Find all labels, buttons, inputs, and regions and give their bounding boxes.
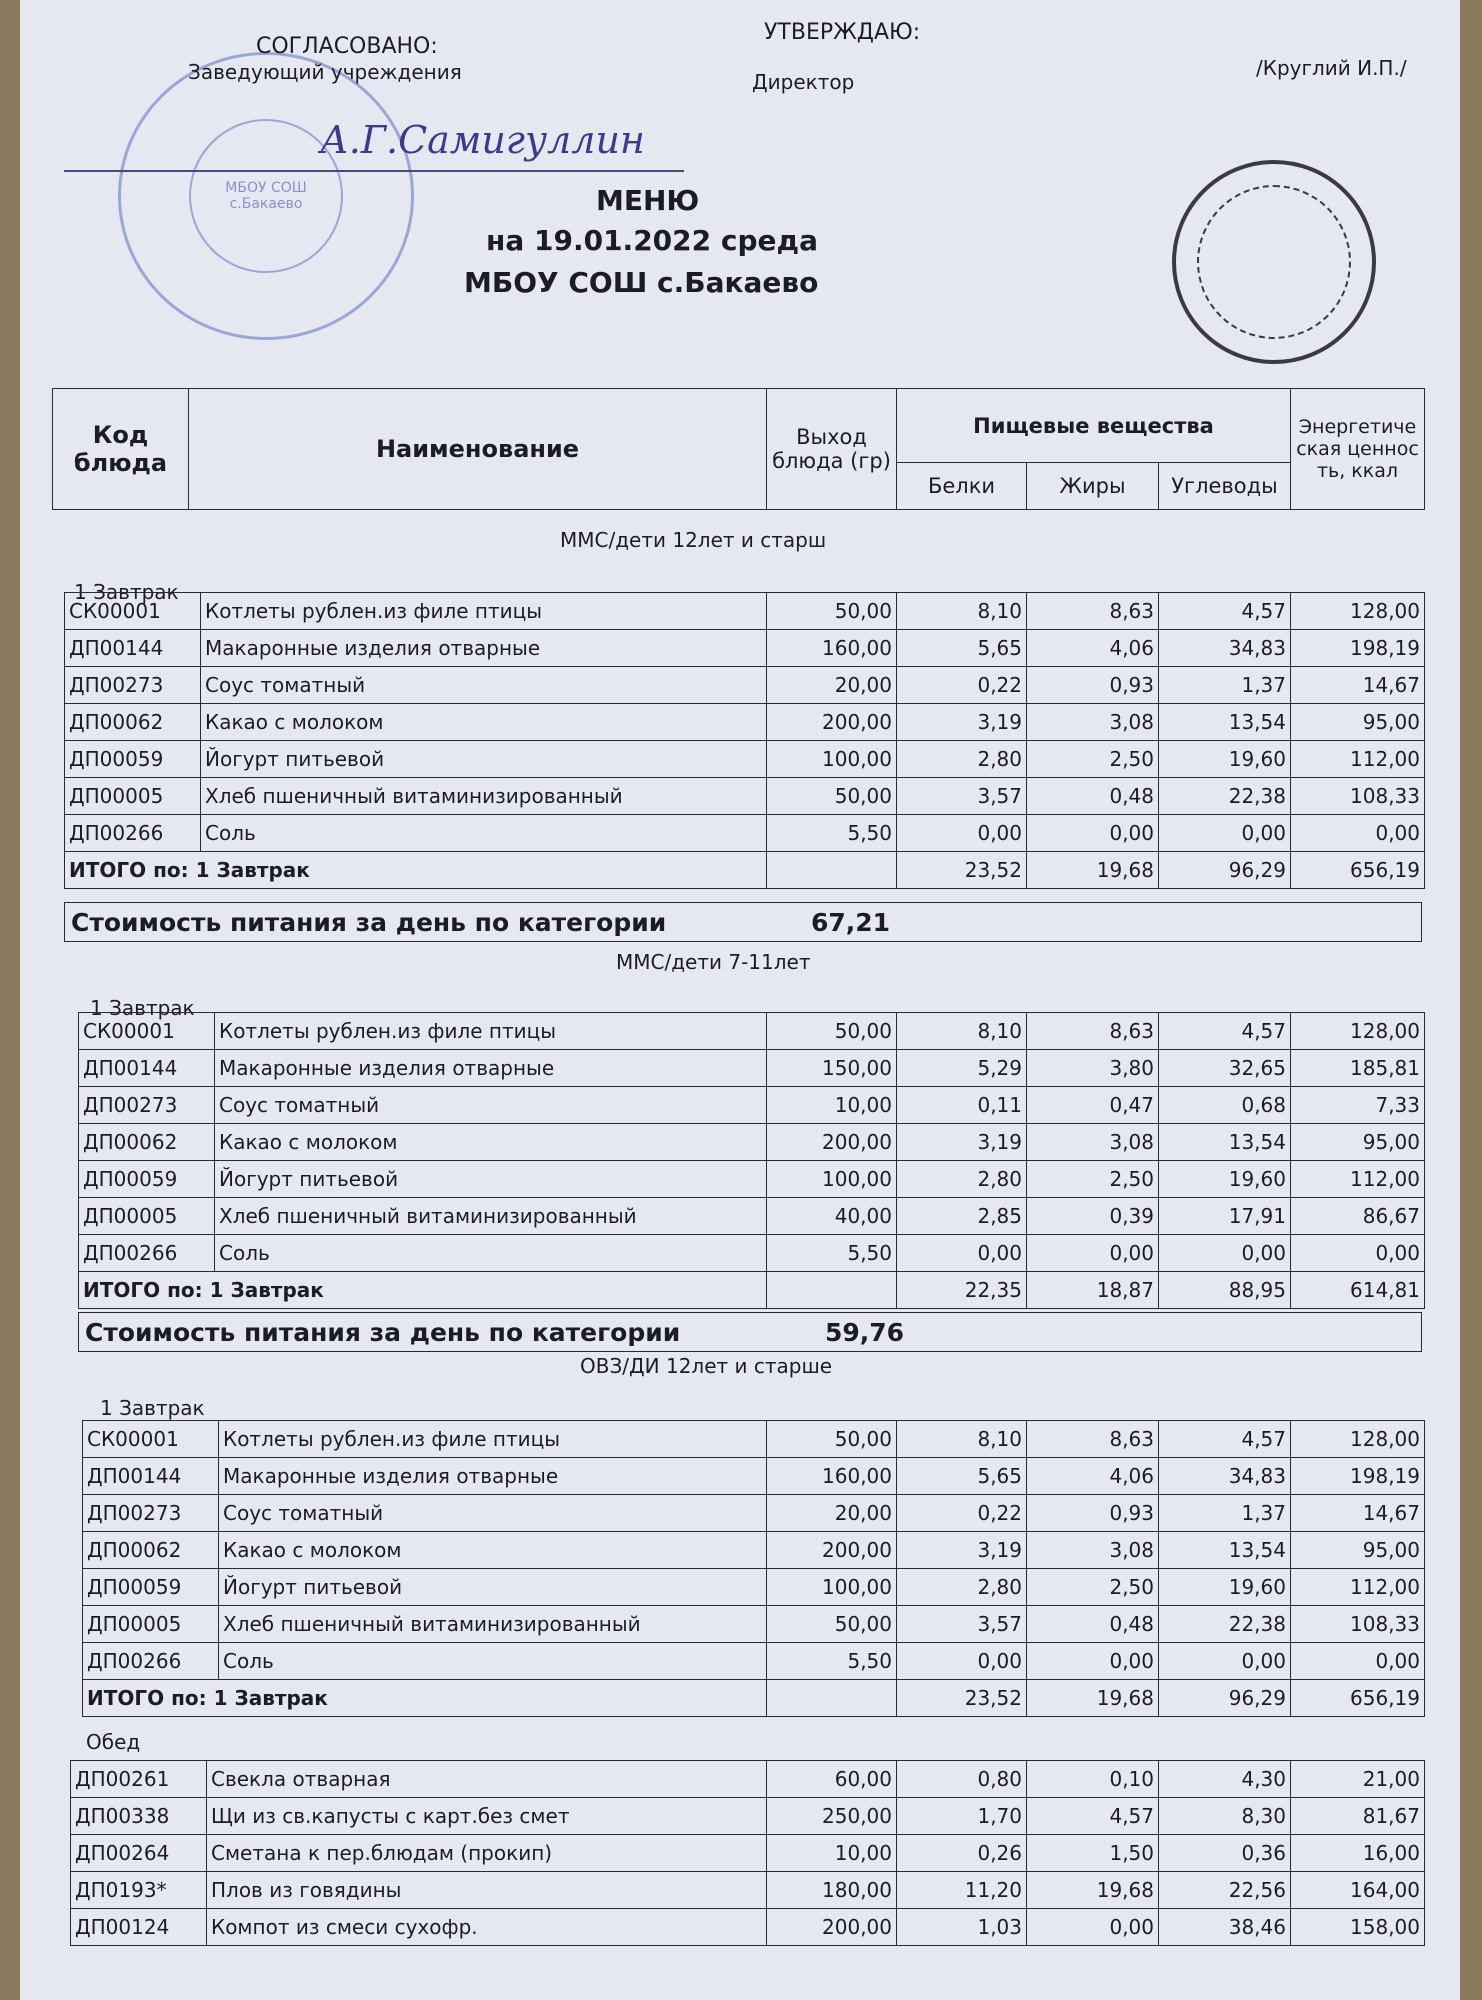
dish-energy: 128,00 (1291, 1013, 1425, 1050)
dish-code: ДП00338 (71, 1798, 207, 1835)
dish-proteins: 3,19 (897, 1532, 1027, 1569)
dish-code: ДП00059 (79, 1161, 215, 1198)
dish-proteins: 2,80 (897, 1161, 1027, 1198)
dish-name: Плов из говядины (207, 1872, 767, 1909)
dish-output: 20,00 (767, 1495, 897, 1532)
dish-energy: 81,67 (1291, 1798, 1425, 1835)
category-title: ОВЗ/ДИ 12лет и старше (580, 1354, 833, 1378)
dish-name: Соус томатный (219, 1495, 767, 1532)
dish-name: Хлеб пшеничный витаминизированный (219, 1606, 767, 1643)
dish-output: 60,00 (767, 1761, 897, 1798)
dish-proteins: 0,80 (897, 1761, 1027, 1798)
dish-table (82, 1420, 1425, 1717)
col-carbs: Углеводы (1159, 463, 1291, 510)
dish-carbs: 19,60 (1159, 1161, 1291, 1198)
dish-code: ДП00062 (83, 1532, 219, 1569)
dish-carbs: 0,36 (1159, 1835, 1291, 1872)
dish-proteins: 0,00 (897, 815, 1027, 852)
dish-code: ДП00059 (83, 1569, 219, 1606)
dish-fats: 0,47 (1027, 1087, 1159, 1124)
dish-code: ДП00124 (71, 1909, 207, 1946)
dish-fats: 3,08 (1027, 1124, 1159, 1161)
dish-energy: 21,00 (1291, 1761, 1425, 1798)
total-label: ИТОГО по: 1 Завтрак (79, 1272, 767, 1309)
dish-name: Макаронные изделия отварные (201, 630, 767, 667)
dish-output: 10,00 (767, 1835, 897, 1872)
dish-carbs: 22,38 (1159, 778, 1291, 815)
meal-title: 1 Завтрак (100, 1396, 205, 1420)
dish-energy: 108,33 (1291, 778, 1425, 815)
dish-name: Компот из смеси сухофр. (207, 1909, 767, 1946)
dish-energy: 16,00 (1291, 1835, 1425, 1872)
dish-code: ДП00273 (83, 1495, 219, 1532)
table-row (83, 1606, 1425, 1643)
dish-code: ДП00273 (65, 667, 201, 704)
dish-code: ДП00144 (79, 1050, 215, 1087)
dish-proteins: 5,65 (897, 630, 1027, 667)
dish-energy: 0,00 (1291, 1643, 1425, 1680)
dish-carbs: 38,46 (1159, 1909, 1291, 1946)
dish-output: 100,00 (767, 1569, 897, 1606)
dish-energy: 112,00 (1291, 741, 1425, 778)
dish-energy: 112,00 (1291, 1161, 1425, 1198)
dish-output: 200,00 (767, 704, 897, 741)
col-energy: Энергетическая ценность, ккал (1291, 389, 1425, 510)
dish-fats: 3,08 (1027, 704, 1159, 741)
agreed-role: Заведующий учреждения (188, 60, 462, 84)
dish-name: Сметана к пер.блюдам (прокип) (207, 1835, 767, 1872)
category-title: ММС/дети 7-11лет (616, 950, 811, 974)
table-row (79, 1050, 1425, 1087)
dish-name: Какао с молоком (219, 1532, 767, 1569)
dish-table (78, 1012, 1425, 1309)
dish-name: Соус томатный (215, 1087, 767, 1124)
dish-name: Котлеты рублен.из филе птицы (219, 1421, 767, 1458)
dish-fats: 2,50 (1027, 741, 1159, 778)
dish-carbs: 1,37 (1159, 1495, 1291, 1532)
dish-fats: 0,10 (1027, 1761, 1159, 1798)
dish-output: 200,00 (767, 1909, 897, 1946)
table-row (71, 1909, 1425, 1946)
table-row (65, 630, 1425, 667)
total-proteins: 23,52 (897, 1680, 1027, 1717)
agreed-signature: А.Г.Самигуллин (320, 118, 645, 162)
total-label: ИТОГО по: 1 Завтрак (83, 1680, 767, 1717)
table-row (65, 741, 1425, 778)
dish-fats: 2,50 (1027, 1569, 1159, 1606)
dish-output: 50,00 (767, 593, 897, 630)
dish-proteins: 1,70 (897, 1798, 1027, 1835)
dish-carbs: 8,30 (1159, 1798, 1291, 1835)
table-row (79, 1124, 1425, 1161)
dish-name: Щи из св.капусты с карт.без смет (207, 1798, 767, 1835)
dish-carbs: 13,54 (1159, 704, 1291, 741)
dish-fats: 3,08 (1027, 1532, 1159, 1569)
dish-proteins: 8,10 (897, 1013, 1027, 1050)
dish-energy: 95,00 (1291, 1124, 1425, 1161)
col-code: Код блюда (53, 389, 189, 510)
dish-fats: 0,00 (1027, 815, 1159, 852)
table-row (79, 1235, 1425, 1272)
col-nutrients: Пищевые вещества (897, 389, 1291, 463)
dish-carbs: 0,00 (1159, 815, 1291, 852)
dish-carbs: 4,30 (1159, 1761, 1291, 1798)
dish-fats: 2,50 (1027, 1161, 1159, 1198)
table-row (79, 1013, 1425, 1050)
dish-fats: 0,93 (1027, 667, 1159, 704)
dish-name: Йогурт питьевой (219, 1569, 767, 1606)
dish-fats: 1,50 (1027, 1835, 1159, 1872)
dish-output: 20,00 (767, 667, 897, 704)
dish-output: 180,00 (767, 1872, 897, 1909)
dish-proteins: 0,00 (897, 1643, 1027, 1680)
dish-carbs: 0,00 (1159, 1235, 1291, 1272)
approve-label: УТВЕРЖДАЮ: (764, 20, 921, 45)
dish-code: СК00001 (79, 1013, 215, 1050)
dish-output: 160,00 (767, 1458, 897, 1495)
cost-row (64, 902, 1422, 942)
dish-fats: 8,63 (1027, 1421, 1159, 1458)
dish-fats: 4,57 (1027, 1798, 1159, 1835)
dish-name: Йогурт питьевой (215, 1161, 767, 1198)
total-label: ИТОГО по: 1 Завтрак (65, 852, 767, 889)
dish-carbs: 4,57 (1159, 593, 1291, 630)
dish-fats: 4,06 (1027, 1458, 1159, 1495)
dish-name: Котлеты рублен.из филе птицы (201, 593, 767, 630)
dish-name: Какао с молоком (215, 1124, 767, 1161)
col-proteins: Белки (897, 463, 1027, 510)
dish-proteins: 0,22 (897, 1495, 1027, 1532)
dish-output: 5,50 (767, 1643, 897, 1680)
total-carbs: 96,29 (1159, 1680, 1291, 1717)
dish-carbs: 13,54 (1159, 1532, 1291, 1569)
meal-title: Обед (86, 1730, 141, 1754)
total-fats: 19,68 (1027, 852, 1159, 889)
cost-row (78, 1312, 1422, 1352)
dish-code: ДП00273 (79, 1087, 215, 1124)
dish-code: ДП00005 (83, 1606, 219, 1643)
dish-energy: 164,00 (1291, 1872, 1425, 1909)
dish-proteins: 0,00 (897, 1235, 1027, 1272)
dish-code: ДП00264 (71, 1835, 207, 1872)
dish-output: 200,00 (767, 1532, 897, 1569)
dish-name: Какао с молоком (201, 704, 767, 741)
dish-output: 250,00 (767, 1798, 897, 1835)
dish-code: ДП00266 (65, 815, 201, 852)
dish-output: 100,00 (767, 741, 897, 778)
dish-code: ДП00261 (71, 1761, 207, 1798)
total-fats: 18,87 (1027, 1272, 1159, 1309)
dish-fats: 0,00 (1027, 1235, 1159, 1272)
dish-proteins: 0,26 (897, 1835, 1027, 1872)
table-row (83, 1569, 1425, 1606)
dish-carbs: 22,56 (1159, 1872, 1291, 1909)
cost-value: 67,21 (811, 907, 891, 937)
column-header (52, 388, 1425, 510)
dish-name: Макаронные изделия отварные (219, 1458, 767, 1495)
dish-carbs: 19,60 (1159, 1569, 1291, 1606)
col-name: Наименование (189, 389, 767, 510)
table-row (83, 1421, 1425, 1458)
dish-energy: 158,00 (1291, 1909, 1425, 1946)
official-seal-inner (1197, 185, 1351, 339)
total-fats: 19,68 (1027, 1680, 1159, 1717)
dish-proteins: 3,19 (897, 704, 1027, 741)
dish-proteins: 5,65 (897, 1458, 1027, 1495)
dish-energy: 128,00 (1291, 1421, 1425, 1458)
total-row (79, 1272, 1425, 1309)
signature-line (64, 170, 684, 172)
table-row (71, 1835, 1425, 1872)
table-row (83, 1495, 1425, 1532)
dish-proteins: 3,57 (897, 778, 1027, 815)
dish-table (70, 1760, 1425, 1946)
table-row (71, 1798, 1425, 1835)
dish-name: Соль (215, 1235, 767, 1272)
dish-name: Соль (201, 815, 767, 852)
total-energy: 656,19 (1291, 852, 1425, 889)
dish-output: 5,50 (767, 815, 897, 852)
dish-energy: 108,33 (1291, 1606, 1425, 1643)
dish-proteins: 3,19 (897, 1124, 1027, 1161)
stamp-text: МБОУ СОШ с.Бакаево (225, 180, 307, 212)
dish-output: 5,50 (767, 1235, 897, 1272)
table-row (71, 1872, 1425, 1909)
dish-table (64, 592, 1425, 889)
dish-energy: 14,67 (1291, 1495, 1425, 1532)
dish-fats: 0,39 (1027, 1198, 1159, 1235)
official-seal (1172, 160, 1376, 364)
total-row (83, 1680, 1425, 1717)
dish-fats: 0,00 (1027, 1909, 1159, 1946)
dish-name: Хлеб пшеничный витаминизированный (215, 1198, 767, 1235)
total-carbs: 88,95 (1159, 1272, 1291, 1309)
dish-name: Макаронные изделия отварные (215, 1050, 767, 1087)
dish-proteins: 1,03 (897, 1909, 1027, 1946)
dish-name: Свекла отварная (207, 1761, 767, 1798)
dish-energy: 95,00 (1291, 704, 1425, 741)
total-row (65, 852, 1425, 889)
dish-energy: 198,19 (1291, 1458, 1425, 1495)
school-stamp (118, 52, 414, 340)
dish-proteins: 2,85 (897, 1198, 1027, 1235)
total-proteins: 22,35 (897, 1272, 1027, 1309)
col-fats: Жиры (1027, 463, 1159, 510)
cost-value: 59,76 (825, 1317, 905, 1347)
table-row (79, 1198, 1425, 1235)
dish-output: 200,00 (767, 1124, 897, 1161)
cost-label: Стоимость питания за день по категории (71, 907, 667, 937)
dish-fats: 8,63 (1027, 593, 1159, 630)
dish-name: Хлеб пшеничный витаминизированный (201, 778, 767, 815)
dish-carbs: 34,83 (1159, 630, 1291, 667)
dish-fats: 0,48 (1027, 1606, 1159, 1643)
dish-energy: 95,00 (1291, 1532, 1425, 1569)
total-energy: 656,19 (1291, 1680, 1425, 1717)
menu-date: на 19.01.2022 среда (486, 224, 819, 257)
dish-fats: 0,93 (1027, 1495, 1159, 1532)
cost-label: Стоимость питания за день по категории (85, 1317, 681, 1347)
dish-energy: 0,00 (1291, 815, 1425, 852)
total-energy: 614,81 (1291, 1272, 1425, 1309)
dish-code: ДП0193* (71, 1872, 207, 1909)
dish-code: ДП00062 (79, 1124, 215, 1161)
table-row (83, 1458, 1425, 1495)
table-row (65, 778, 1425, 815)
dish-proteins: 2,80 (897, 1569, 1027, 1606)
dish-fats: 8,63 (1027, 1013, 1159, 1050)
dish-carbs: 1,37 (1159, 667, 1291, 704)
dish-carbs: 4,57 (1159, 1013, 1291, 1050)
dish-output: 160,00 (767, 630, 897, 667)
approve-name: /Круглий И.П./ (1256, 56, 1407, 80)
category-title: ММС/дети 12лет и старш (560, 528, 827, 552)
col-output: Выход блюда (гр) (767, 389, 897, 510)
dish-proteins: 3,57 (897, 1606, 1027, 1643)
meal-title: 1 Завтрак (90, 996, 195, 1020)
table-row (65, 593, 1425, 630)
total-carbs: 96,29 (1159, 852, 1291, 889)
dish-fats: 19,68 (1027, 1872, 1159, 1909)
dish-fats: 3,80 (1027, 1050, 1159, 1087)
dish-code: ДП00144 (83, 1458, 219, 1495)
dish-output: 50,00 (767, 1606, 897, 1643)
dish-energy: 7,33 (1291, 1087, 1425, 1124)
dish-carbs: 19,60 (1159, 741, 1291, 778)
dish-code: ДП00005 (65, 778, 201, 815)
dish-code: СК00001 (65, 593, 201, 630)
table-row (83, 1532, 1425, 1569)
dish-name: Соус томатный (201, 667, 767, 704)
table-row (79, 1161, 1425, 1198)
dish-energy: 185,81 (1291, 1050, 1425, 1087)
dish-code: ДП00005 (79, 1198, 215, 1235)
table-row (65, 667, 1425, 704)
dish-code: ДП00266 (83, 1643, 219, 1680)
dish-carbs: 0,68 (1159, 1087, 1291, 1124)
total-proteins: 23,52 (897, 852, 1027, 889)
dish-carbs: 0,00 (1159, 1643, 1291, 1680)
dish-fats: 0,48 (1027, 778, 1159, 815)
dish-code: ДП00144 (65, 630, 201, 667)
dish-carbs: 22,38 (1159, 1606, 1291, 1643)
dish-output: 50,00 (767, 1013, 897, 1050)
dish-proteins: 5,29 (897, 1050, 1027, 1087)
dish-code: СК00001 (83, 1421, 219, 1458)
dish-output: 50,00 (767, 778, 897, 815)
dish-fats: 0,00 (1027, 1643, 1159, 1680)
dish-proteins: 2,80 (897, 741, 1027, 778)
table-row (65, 704, 1425, 741)
table-row (71, 1761, 1425, 1798)
approve-role: Директор (752, 70, 855, 94)
dish-name: Соль (219, 1643, 767, 1680)
agreed-label: СОГЛАСОВАНО: (256, 34, 438, 59)
dish-energy: 198,19 (1291, 630, 1425, 667)
dish-carbs: 13,54 (1159, 1124, 1291, 1161)
total-output (767, 1680, 897, 1717)
total-output (767, 852, 897, 889)
table-row (79, 1087, 1425, 1124)
dish-output: 40,00 (767, 1198, 897, 1235)
dish-carbs: 17,91 (1159, 1198, 1291, 1235)
table-row (83, 1643, 1425, 1680)
dish-output: 100,00 (767, 1161, 897, 1198)
dish-energy: 0,00 (1291, 1235, 1425, 1272)
dish-proteins: 8,10 (897, 593, 1027, 630)
menu-title: МЕНЮ (596, 184, 700, 217)
school-name: МБОУ СОШ с.Бакаево (464, 266, 819, 299)
dish-proteins: 11,20 (897, 1872, 1027, 1909)
dish-code: ДП00059 (65, 741, 201, 778)
total-output (767, 1272, 897, 1309)
dish-carbs: 4,57 (1159, 1421, 1291, 1458)
dish-output: 50,00 (767, 1421, 897, 1458)
dish-proteins: 0,22 (897, 667, 1027, 704)
dish-name: Йогурт питьевой (201, 741, 767, 778)
table-row (65, 815, 1425, 852)
dish-energy: 128,00 (1291, 593, 1425, 630)
meal-title: 1 Завтрак (74, 580, 179, 604)
dish-proteins: 8,10 (897, 1421, 1027, 1458)
dish-fats: 4,06 (1027, 630, 1159, 667)
dish-code: ДП00062 (65, 704, 201, 741)
dish-energy: 14,67 (1291, 667, 1425, 704)
menu-sheet (20, 0, 1460, 2000)
dish-energy: 86,67 (1291, 1198, 1425, 1235)
dish-carbs: 34,83 (1159, 1458, 1291, 1495)
dish-output: 10,00 (767, 1087, 897, 1124)
dish-code: ДП00266 (79, 1235, 215, 1272)
dish-output: 150,00 (767, 1050, 897, 1087)
dish-proteins: 0,11 (897, 1087, 1027, 1124)
dish-energy: 112,00 (1291, 1569, 1425, 1606)
dish-name: Котлеты рублен.из филе птицы (215, 1013, 767, 1050)
dish-carbs: 32,65 (1159, 1050, 1291, 1087)
